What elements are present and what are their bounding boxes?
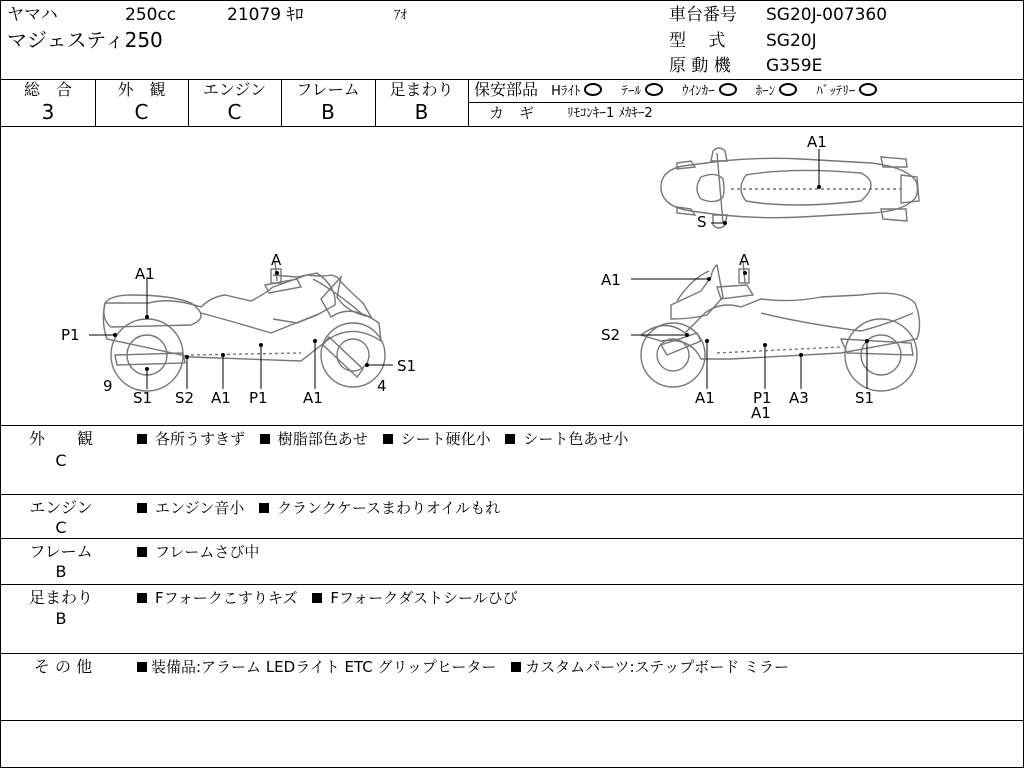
grade-exterior-value: C xyxy=(134,100,149,124)
diag-label: P1 xyxy=(249,389,268,407)
grade-suspension-value: B xyxy=(414,100,429,124)
vehicle-header xyxy=(1,1,1023,79)
type-label: 型 式 xyxy=(669,31,726,51)
frame-no-label: 車台番号 xyxy=(669,5,737,25)
divider xyxy=(468,102,1023,103)
divider xyxy=(1,720,1023,721)
grade-engine-label: エンジン xyxy=(202,80,267,99)
diag-label: 9 xyxy=(103,377,113,395)
diag-label: S1 xyxy=(855,389,875,407)
safety-parts xyxy=(474,82,877,98)
diag-label: A1 xyxy=(807,133,827,151)
grade-overall-label: 総 合 xyxy=(23,80,72,99)
engine-label: 原 動 機 xyxy=(669,56,731,76)
diag-label: A1 xyxy=(751,404,771,422)
diag-label: A xyxy=(739,251,750,269)
ok-circle-icon xyxy=(859,83,877,96)
remark-items: エンジン音小 クランクケースまわりオイルもれ xyxy=(137,497,510,519)
remark-grade: B xyxy=(55,609,67,628)
damage-diagram xyxy=(1,127,1023,425)
diag-label: S2 xyxy=(175,389,195,407)
remark-items: 各所うすきず 樹脂部色あせ シート硬化小 シート色あせ小 xyxy=(137,428,638,450)
remark-grade: C xyxy=(55,518,67,537)
safety-item-horn: ﾎｰﾝ xyxy=(756,84,798,99)
remark-grade: C xyxy=(55,451,67,470)
remark-category: 足まわり xyxy=(28,588,93,607)
diag-label: 4 xyxy=(377,377,387,395)
ok-circle-icon xyxy=(719,83,737,96)
mileage: 21079 ｷﾛ xyxy=(227,5,304,25)
diag-label: A3 xyxy=(789,389,809,407)
diag-label: S1 xyxy=(133,389,153,407)
safety-item-battery: ﾊﾞｯﾃﾘｰ xyxy=(816,84,877,99)
engine-value: G359E xyxy=(766,56,823,76)
frame-no: SG20J-007360 xyxy=(766,5,888,25)
grade-frame-value: B xyxy=(321,100,335,124)
ok-circle-icon xyxy=(645,83,663,96)
divider xyxy=(1,425,1023,426)
key-label: カ ギ xyxy=(489,104,535,122)
safety-item-headlight: Hﾗｲﾄ xyxy=(551,84,602,99)
grade-suspension-label: 足まわり xyxy=(389,80,454,99)
diag-label: P1 xyxy=(61,326,80,344)
diag-label: P1 xyxy=(753,389,772,407)
grade-overall-value: 3 xyxy=(41,100,55,124)
divider xyxy=(1,494,1023,495)
divider xyxy=(468,79,469,127)
key-value: ﾘﾓｺﾝｷｰ1 ﾒｶｷｰ2 xyxy=(567,106,653,121)
model-name: マジェスティ250 xyxy=(7,28,163,52)
safety-item-winker: ｳｲﾝｶｰ xyxy=(682,84,737,99)
diag-label: S xyxy=(697,213,707,231)
body-color: ｱｵ xyxy=(394,8,407,23)
remark-category: そ の 他 xyxy=(33,657,93,676)
remark-items: 装備品:アラーム LEDライト ETC グリップヒーター カスタムパーツ:ステップボード ミラー xyxy=(137,656,799,678)
grade-engine-value: C xyxy=(227,100,242,124)
remark-category: 外 観 xyxy=(28,429,93,448)
diag-label: A1 xyxy=(303,389,323,407)
diag-label: A1 xyxy=(601,271,621,289)
remark-items: フレームさび中 xyxy=(137,541,269,563)
type-value: SG20J xyxy=(766,31,817,51)
diag-label: A xyxy=(271,251,282,269)
remark-category: エンジン xyxy=(29,498,93,517)
maker: ヤマハ xyxy=(7,5,58,25)
diag-label: A1 xyxy=(211,389,231,407)
remark-grade: B xyxy=(55,562,67,581)
remark-items: Fフォークこすりキズ Fフォークダストシールひび xyxy=(137,587,528,609)
diag-label: S1 xyxy=(397,357,417,375)
diag-label: A1 xyxy=(695,389,715,407)
divider xyxy=(1,538,1023,539)
divider xyxy=(1,653,1023,654)
remark-category: フレーム xyxy=(29,542,93,561)
grade-exterior-label: 外 観 xyxy=(117,80,166,99)
right-side-scooter xyxy=(641,261,920,391)
diag-label: S2 xyxy=(601,326,621,344)
safety-item-tail: ﾃｰﾙ xyxy=(621,84,663,99)
displacement: 250cc xyxy=(125,5,177,25)
scooter-diagram xyxy=(1,127,1023,425)
grade-frame-label: フレーム xyxy=(296,80,360,99)
diag-label: A1 xyxy=(135,265,155,283)
ok-circle-icon xyxy=(779,83,797,96)
divider xyxy=(1,584,1023,585)
ok-circle-icon xyxy=(584,83,602,96)
safety-label: 保安部品 xyxy=(474,80,539,99)
